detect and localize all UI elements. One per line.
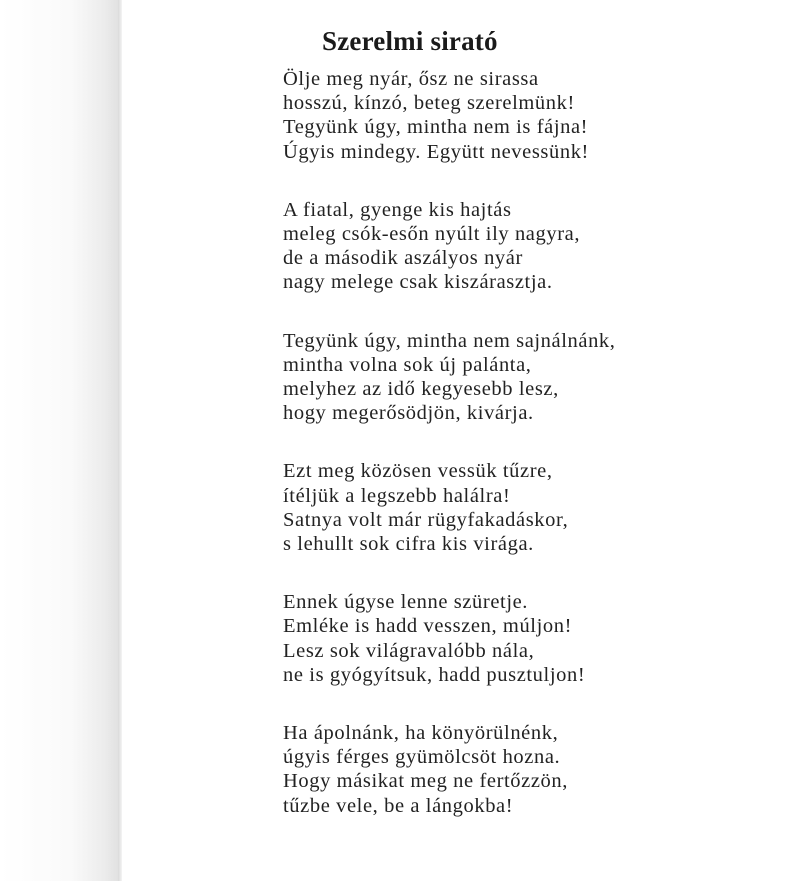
poem-line: ítéljük a legszebb halálra!: [283, 484, 511, 507]
poem-line: Ölje meg nyár, ősz ne sirassa: [283, 68, 539, 90]
poem-line: Satnya volt már rügyfakadáskor,: [283, 508, 569, 531]
poem-line: meleg csók-esőn nyúlt ily nagyra,: [283, 223, 581, 246]
stanza-4: [283, 459, 783, 556]
poem-title: Szerelmi sirató: [322, 26, 498, 57]
poem-line: Ha ápolnánk, ha könyörülnénk,: [283, 722, 559, 745]
poem-line: Tegyünk úgy, mintha nem is fájna!: [283, 116, 589, 139]
poem-line: mintha volna sok új palánta,: [283, 353, 532, 376]
poem-line: A fiatal, gyenge kis hajtás: [283, 198, 512, 221]
poem-line: nagy melege csak kiszárasztja.: [283, 271, 553, 294]
poem-line: Ezt meg közösen vessük tűzre,: [283, 460, 553, 483]
page-gutter-shadow: [0, 0, 118, 881]
poem-line: melyhez az idő kegyesebb lesz,: [283, 378, 559, 401]
poem-body: [283, 67, 783, 818]
poem-line: úgyis férges gyümölcsöt hozna.: [283, 746, 561, 769]
page-edge: [118, 0, 122, 881]
stanza-3: [283, 329, 783, 426]
stanza-1: [283, 67, 783, 164]
poem-line: Emléke is hadd vesszen, múljon!: [283, 615, 573, 638]
stanza-2: [283, 198, 783, 295]
stanza-5: [283, 590, 783, 687]
poem-line: Tegyünk úgy, mintha nem sajnálnánk,: [283, 329, 616, 352]
poem-line: hosszú, kínzó, beteg szerelmünk!: [283, 92, 575, 115]
stanza-6: [283, 721, 783, 818]
poem-line: de a második aszályos nyár: [283, 247, 523, 270]
poem-line: ne is gyógyítsuk, hadd pusztuljon!: [283, 663, 586, 686]
poem-line: tűzbe vele, be a lángokba!: [283, 794, 514, 817]
poem-line: Ennek úgyse lenne szüretje.: [283, 591, 529, 614]
poem-line: s lehullt sok cifra kis virága.: [283, 533, 534, 556]
poem-line: Hogy másikat meg ne fertőzzön,: [283, 770, 568, 793]
poem-line: Úgyis mindegy. Együtt nevessünk!: [283, 140, 589, 163]
poem-line: hogy megerősödjön, kivárja.: [283, 402, 534, 425]
poem-line: Lesz sok világravalóbb nála,: [283, 639, 535, 662]
